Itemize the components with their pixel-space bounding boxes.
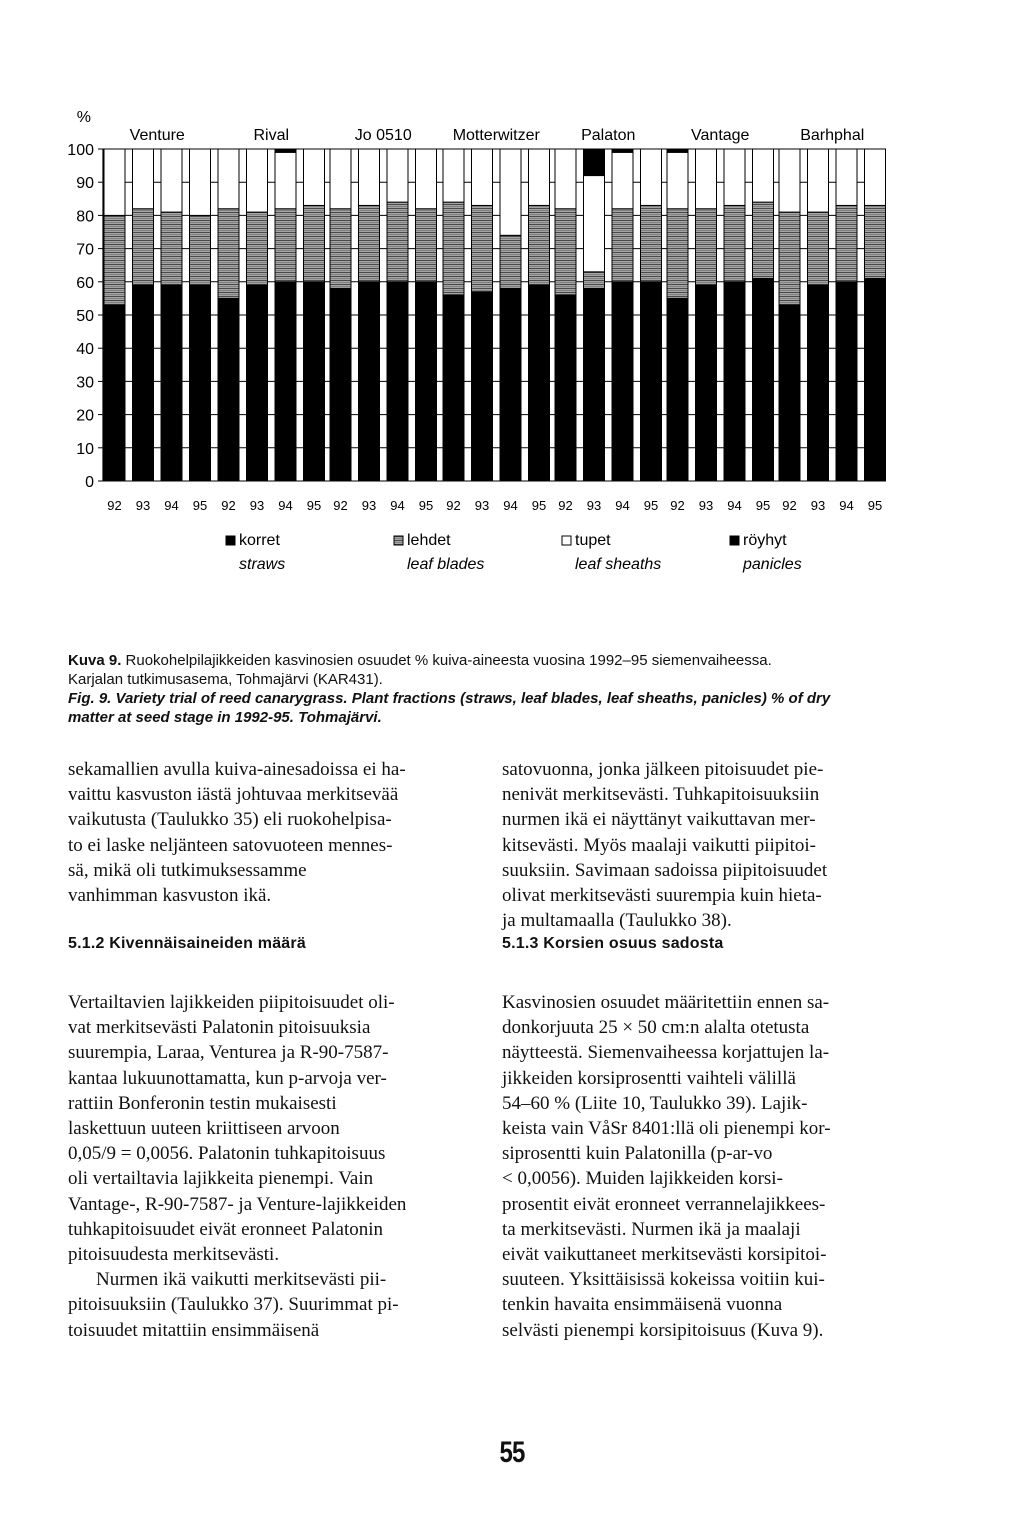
bar-segment-korret [218,298,239,481]
text-line: nenivät merkitsevästi. Tuhkapitoisuuksiin [502,784,820,806]
x-tick-label: 94 [390,498,405,513]
bar-segment-royhyt [584,149,605,176]
bar-segment-tupet [808,149,829,212]
bar-segment-tupet [387,149,408,202]
bar-segment-lehdet [161,212,182,285]
group-label: Motterwitzer [452,127,540,144]
text-line: to ei laske neljänteen satovuoteen mennes- [68,834,393,856]
x-tick-label: 92 [670,498,685,513]
x-tick-label: 92 [446,498,461,513]
text-line: kitsevästi. Myös maalaji vaikutti piipitoi- [502,834,816,856]
right-paragraph-1 [502,757,894,934]
bar-segment-tupet [416,149,437,209]
bar-segment-lehdet [529,205,550,285]
text-line: sekamallien avulla kuiva-ainesadoissa ei ha- [68,759,406,780]
bar-segment-korret [104,305,125,481]
text-line: pitoisuudesta merkitsevästi. [68,1244,280,1266]
legend-label-en: leaf blades [407,556,485,573]
text-line: ta merkitsevästi. Nurmen ikä ja maalaji [502,1218,801,1240]
left-column [68,757,460,1343]
bar-segment-lehdet [416,209,437,282]
caption-en-line2: matter at seed stage in 1992-95. Tohmajärvi. [68,709,382,726]
bar-segment-tupet [190,149,211,215]
text-line: vaittu kasvuston iästä johtuvaa merkitsevää [68,784,399,806]
section-heading-5-1-2: 5.1.2 Kivennäisaineiden määrä [68,935,306,952]
y-tick-label: 40 [76,341,94,359]
bar-segment-lehdet [133,209,154,285]
bar-segment-tupet [779,149,800,212]
bar-segment-korret [472,292,493,481]
caption-fi-line1: Ruokohelpilajikkeiden kasvinosien osuudet % kuiva-aineesta vuosina 1992–95 siemenvaiheessa. [125,652,772,669]
x-tick-label: 92 [107,498,122,513]
bar-segment-lehdet [472,205,493,291]
text-line: laskettuun uuteen kriittiseen arvoon [68,1118,340,1140]
bar-segment-korret [555,295,576,481]
y-tick-label: 50 [76,308,94,325]
bar-segment-tupet [247,149,268,212]
bar-segment-korret [443,295,464,481]
bar-segment-korret [416,282,437,481]
bar-segment-lehdet [359,205,380,281]
x-tick-label: 95 [192,498,208,513]
bar-segment-lehdet [330,209,351,289]
text-line: jikkeiden korsiprosentti vaihteli välillä [502,1067,796,1089]
x-tick-label: 92 [782,498,797,513]
text-line: Vantage-, R-90-7587- ja Venture-lajikkeiden [68,1193,407,1215]
caption-fi-line2: Karjalan tutkimusasema, Tohmajärvi (KAR431). [68,671,383,688]
text-line: < 0,0056). Muiden lajikkeiden korsi- [502,1168,783,1190]
text-line: suurempia, Laraa, Venturea ja R-90-7587- [68,1042,389,1064]
bar-segment-korret [359,282,380,481]
x-tick-label: 94 [278,498,293,513]
caption-en-line1: Variety trial of reed canarygrass. Plant fractions (straws, leaf blades, leaf sheaths, panicles) % of dry [115,690,831,707]
bar-segment-korret [247,285,268,481]
bar-segment-lehdet [696,209,717,285]
y-tick-label: 60 [76,274,94,292]
bar-segment-korret [161,285,182,481]
bar-segment-korret [500,288,521,481]
bar-segment-lehdet [443,202,464,295]
legend [226,532,802,573]
x-tick-label: 95 [418,498,434,513]
group-label: Barhphal [800,127,865,144]
y-tick-label: 80 [76,208,94,226]
text-line: vat merkitsevästi Palatonin pitoisuuksia [68,1017,371,1039]
page-number: 55 [499,1436,525,1469]
bar-segment-tupet [359,149,380,205]
bar-segment-lehdet [584,272,605,289]
text-line: toisuudet mitattiin ensimmäisenä [68,1319,320,1341]
group-label: Rival [253,127,290,144]
legend-label-fi: tupet [575,532,611,549]
bar-segment-tupet [724,149,745,205]
bar-segment-lehdet [667,209,688,299]
figure-caption [68,651,948,727]
bar-segment-tupet [612,152,633,208]
x-tick-label: 93 [361,498,377,513]
bar-segment-korret [753,278,774,481]
y-axis [67,109,103,491]
bar-segment-tupet [555,149,576,209]
x-tick-label: 93 [135,498,151,513]
text-line: siprosentti kuin Palatonilla (p-ar-vo [502,1143,773,1165]
x-tick-label: 93 [586,498,602,513]
x-tick-label: 94 [727,498,742,513]
text-line: vaikutusta (Taulukko 35) eli ruokohelpisa- [68,809,392,831]
bar-segment-korret [387,282,408,481]
x-tick-label: 94 [839,498,854,513]
x-tick-label: 95 [755,498,771,513]
y-tick-label: 30 [76,374,94,392]
bar-segment-lehdet [612,209,633,282]
bar-segment-tupet [641,149,662,205]
legend-swatch-tupet [562,536,571,545]
x-tick-label: 95 [531,498,547,513]
text-line: 0,05/9 = 0,0056. Palatonin tuhkapitoisuus [68,1143,386,1165]
text-line: tenkin havaita ensimmäisenä vuonna [502,1294,783,1316]
x-tick-label: 94 [615,498,630,513]
text-line: tuhkapitoisuudet eivät eronneet Palatonin [68,1218,384,1240]
bar-segment-lehdet [555,209,576,295]
x-tick-label: 92 [221,498,236,513]
caption-en-label: Fig. 9. [68,690,112,707]
bar-segment-tupet [865,149,886,205]
y-tick-label: 10 [76,440,94,458]
bar-segment-korret [304,282,325,481]
bar-segment-korret [865,278,886,481]
bar-segment-tupet [584,176,605,272]
bar-segment-tupet [529,149,550,205]
bar-segment-tupet [836,149,857,205]
legend-swatch-royhyt [730,536,739,545]
bar-segment-korret [696,285,717,481]
right-paragraph-2 [502,990,894,1343]
legend-swatch-korret [226,536,235,545]
bar-segment-korret [836,282,857,481]
group-label: Jo 0510 [354,127,412,144]
bar-segment-lehdet [500,235,521,288]
text-line: Kasvinosien osuudet määritettiin ennen sa- [502,992,830,1013]
x-tick-label: 95 [643,498,659,513]
text-line: kantaa lukuunottamatta, kun p-arvoja ver- [68,1067,387,1089]
y-tick-label: 90 [76,175,94,193]
bar-segment-tupet [275,152,296,208]
bar-segment-tupet [443,149,464,202]
bar-segment-tupet [133,149,154,209]
y-tick-label: 100 [67,142,94,159]
x-tick-label: 94 [164,498,179,513]
text-line: pitoisuuksiin (Taulukko 37). Suurimmat pi- [68,1294,399,1316]
bar-segment-lehdet [753,202,774,278]
left-paragraph-3 [68,1267,460,1343]
text-line: olivat merkitsevästi suurempia kuin hieta- [502,885,822,907]
section-heading-5-1-3: 5.1.3 Korsien osuus sadosta [502,935,724,952]
bar-segment-royhyt [667,149,688,152]
bar-segment-lehdet [724,205,745,281]
bar-segment-korret [779,305,800,481]
bar-segment-tupet [104,149,125,215]
bar-segment-royhyt [612,149,633,152]
text-line: eivät vaikuttaneet merkitsevästi korsipitoi- [502,1244,827,1266]
bar-segment-lehdet [190,215,211,285]
bar-segment-lehdet [387,202,408,282]
legend-label-en: panicles [743,556,802,573]
text-line: 54–60 % (Liite 10, Taulukko 39). Lajik- [502,1092,808,1114]
legend-label-en: straws [239,556,286,573]
left-paragraph-1 [68,757,460,934]
x-tick-label: 93 [474,498,490,513]
x-tick-label: 93 [249,498,265,513]
legend-label-fi: röyhyt [743,532,787,549]
y-unit-label: % [76,109,91,126]
y-tick-label: 0 [85,474,94,491]
bar-segment-lehdet [865,205,886,278]
group-label: Vantage [691,127,750,144]
bar-segment-korret [190,285,211,481]
caption-fi-label: Kuva 9. [68,652,122,669]
legend-label-fi: korret [239,532,280,549]
text-line: nurmen ikä ei näyttänyt vaikuttavan mer- [502,809,816,831]
text-line: näytteestä. Siemenvaiheessa korjattujen la- [502,1042,830,1064]
text-line: sä, mikä oli tutkimuksessamme [68,859,307,881]
x-tick-label: 94 [503,498,518,513]
text-line: oli vertailtavia lajikkeita pienempi. Vain [68,1168,374,1190]
bar-segment-lehdet [218,209,239,299]
right-column [502,757,894,1343]
bar-segment-tupet [753,149,774,202]
text-line: Nurmen ikä vaikutti merkitsevästi pii- [96,1269,387,1291]
left-paragraph-2 [68,990,460,1267]
bar-segment-tupet [161,149,182,212]
bar-segment-korret [529,285,550,481]
text-line: donkorjuuta 25 × 50 cm:n alalta otetusta [502,1017,810,1039]
text-line: rattiin Bonferonin testin mukaisesti [68,1092,337,1114]
bar-segment-tupet [696,149,717,209]
text-line: suuteen. Yksittäisissä kokeissa voitiin kui- [502,1269,825,1291]
bar-segment-korret [724,282,745,481]
bar-segment-royhyt [275,149,296,152]
text-line: ja multamaalla (Taulukko 38). [502,910,732,932]
legend-swatch-lehdet [394,536,403,545]
group-label: Palaton [581,127,636,144]
text-line: vanhimman kasvuston ikä. [68,885,272,907]
bar-segment-korret [330,288,351,481]
x-tick-label: 93 [810,498,826,513]
y-tick-label: 20 [76,407,94,425]
bar-segment-korret [808,285,829,481]
stacked-bar-chart [0,0,1024,640]
x-tick-label: 95 [306,498,322,513]
bar-segment-korret [612,282,633,481]
bar-segment-tupet [304,149,325,205]
x-tick-label: 93 [698,498,714,513]
legend-label-en: leaf sheaths [575,556,662,573]
y-tick-label: 70 [76,241,94,259]
text-line: prosentit eivät eronneet verrannelajikkees- [502,1193,826,1215]
bar-segment-lehdet [641,205,662,281]
bar-segment-korret [275,282,296,481]
bar-segment-korret [133,285,154,481]
bar-segment-lehdet [104,215,125,305]
bar-segment-lehdet [247,212,268,285]
x-tick-label: 92 [558,498,573,513]
bar-segment-lehdet [304,205,325,281]
bar-segment-tupet [667,152,688,208]
group-label: Venture [129,127,185,144]
text-line: suuksiin. Savimaan sadoissa piipitoisuudet [502,859,828,881]
x-tick-label: 95 [867,498,883,513]
text-line: selvästi pienempi korsipitoisuus (Kuva 9). [502,1319,824,1341]
bar-segment-tupet [500,149,521,235]
bar-segment-lehdet [275,209,296,282]
bar-segment-korret [584,288,605,481]
bar-segment-korret [641,282,662,481]
bar-segment-lehdet [808,212,829,285]
bar-segment-tupet [330,149,351,209]
legend-label-fi: lehdet [407,532,451,549]
text-line: keista vain VåSr 8401:llä oli pienempi kor- [502,1118,831,1140]
bar-segment-tupet [218,149,239,209]
bar-segment-lehdet [836,205,857,281]
bar-segment-korret [667,298,688,481]
text-line: satovuonna, jonka jälkeen pitoisuudet pie- [502,759,824,780]
x-tick-label: 92 [333,498,348,513]
text-line: Vertailtavien lajikkeiden piipitoisuudet oli- [68,992,395,1013]
bar-segment-lehdet [779,212,800,305]
bar-segment-tupet [472,149,493,205]
